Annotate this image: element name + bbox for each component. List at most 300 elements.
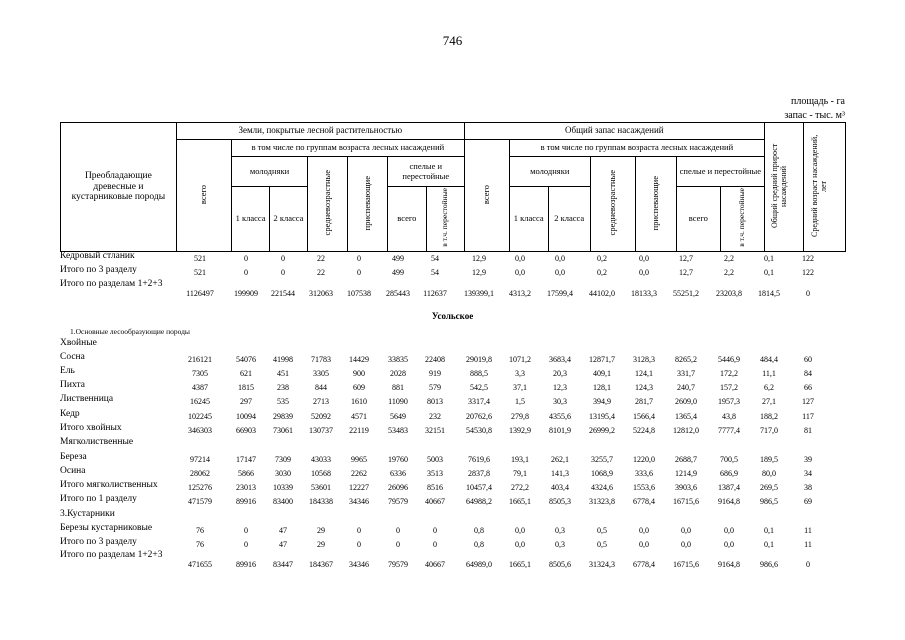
table-cell: 0 <box>357 254 361 263</box>
forest-class2-header: 2 класса <box>270 187 308 252</box>
row-label: Осина <box>60 466 86 476</box>
table-cell: 0,0 <box>639 540 649 549</box>
table-cell: 11 <box>804 526 812 535</box>
table-cell: 621 <box>240 369 252 378</box>
table-cell: 0,0 <box>515 540 525 549</box>
section-note: 1.Основные лесообразующие породы <box>70 327 190 336</box>
table-cell: 89916 <box>236 497 256 506</box>
table-cell: 22 <box>317 268 325 277</box>
table-cell: 3,3 <box>515 369 525 378</box>
table-cell: 189,5 <box>760 455 778 464</box>
table-cell: 0 <box>281 254 285 263</box>
table-cell: 0,2 <box>597 254 607 263</box>
forest-middle-header: средневозрастные <box>307 157 347 252</box>
table-cell: 16245 <box>190 397 210 406</box>
group-shrubs: 3.Кустарники <box>60 509 115 519</box>
table-cell: 3305 <box>313 369 329 378</box>
table-cell: 188,2 <box>760 412 778 421</box>
table-cell: 0 <box>244 526 248 535</box>
table-cell: 579 <box>429 383 441 392</box>
row-label: Итого по разделам 1+2+3 <box>60 279 163 289</box>
table-cell: 312063 <box>309 289 333 298</box>
table-cell: 0,0 <box>724 540 734 549</box>
table-cell: 64988,2 <box>466 497 492 506</box>
table-cell: 1815 <box>238 383 254 392</box>
table-cell: 31323,8 <box>589 497 615 506</box>
table-cell: 262,1 <box>551 455 569 464</box>
table-cell: 122 <box>802 268 814 277</box>
table-cell: 2,2 <box>724 254 734 263</box>
table-cell: 403,4 <box>551 483 569 492</box>
table-cell: 5649 <box>390 412 406 421</box>
table-cell: 1553,6 <box>633 483 655 492</box>
table-cell: 53483 <box>388 426 408 435</box>
stock-total-header: всего <box>464 140 509 252</box>
table-cell: 240,7 <box>677 383 695 392</box>
forest-class1-header: 1 класса <box>232 187 270 252</box>
species-header: Преобладающие древесные и кустарниковые породы <box>61 123 177 252</box>
table-row <box>60 480 846 493</box>
table-cell: 193,1 <box>511 455 529 464</box>
table-cell: 3255,7 <box>591 455 613 464</box>
table-cell: 1365,4 <box>675 412 697 421</box>
table-cell: 64989,0 <box>466 560 492 569</box>
row-label: Итого по 3 разделу <box>60 537 137 547</box>
table-row <box>60 394 846 407</box>
table-cell: 12,7 <box>679 254 693 263</box>
table-cell: 128,1 <box>593 383 611 392</box>
table-cell: 700,5 <box>720 455 738 464</box>
table-cell: 9164,8 <box>718 560 740 569</box>
row-label: Пихта <box>60 380 85 390</box>
table-cell: 0,0 <box>681 526 691 535</box>
forest-land-header: Земли, покрытые лесной растительностью <box>176 123 464 140</box>
total-stock-header: Общий запас насаждений <box>464 123 764 140</box>
table-cell: 1220,0 <box>633 455 655 464</box>
table-header <box>60 122 846 252</box>
forest-overmature-header: в т.ч. перестойные <box>426 187 464 252</box>
table-cell: 333,6 <box>635 469 653 478</box>
table-cell: 7619,6 <box>468 455 490 464</box>
table-cell: 16715,6 <box>673 560 699 569</box>
row-label: Итого по 3 разделу <box>60 265 137 275</box>
table-cell: 6,2 <box>764 383 774 392</box>
table-cell: 0,5 <box>597 540 607 549</box>
table-cell: 1387,4 <box>718 483 740 492</box>
table-cell: 2688,7 <box>675 455 697 464</box>
table-cell: 2028 <box>390 369 406 378</box>
table-cell: 0,0 <box>515 254 525 263</box>
table-cell: 844 <box>315 383 327 392</box>
table-row <box>60 494 846 507</box>
table-cell: 3903,6 <box>675 483 697 492</box>
stock-mature-header: спелые и перестойные <box>676 157 764 187</box>
table-row <box>60 251 846 264</box>
table-cell: 279,8 <box>511 412 529 421</box>
table-cell: 139399,1 <box>464 289 494 298</box>
stock-middle-header: средневозрастные <box>590 157 635 252</box>
table-cell: 23203,8 <box>716 289 742 298</box>
table-cell: 10457,4 <box>466 483 492 492</box>
stock-age-groups-header: в том числе по группам возраста лесных насаждений <box>509 140 764 157</box>
table-cell: 112637 <box>423 289 447 298</box>
table-cell: 0,5 <box>597 526 607 535</box>
table-cell: 127 <box>802 397 814 406</box>
table-cell: 32151 <box>425 426 445 435</box>
table-cell: 535 <box>277 397 289 406</box>
table-cell: 130737 <box>309 426 333 435</box>
forest-mature-total-header: всего <box>387 187 426 252</box>
table-cell: 60 <box>804 355 812 364</box>
row-label: Итого мягколиственных <box>60 480 158 490</box>
table-cell: 97214 <box>190 455 210 464</box>
table-cell: 4355,6 <box>549 412 571 421</box>
table-cell: 484,4 <box>760 355 778 364</box>
table-cell: 10094 <box>236 412 256 421</box>
table-cell: 238 <box>277 383 289 392</box>
table-cell: 7777,4 <box>718 426 740 435</box>
table-cell: 10339 <box>273 483 293 492</box>
table-cell: 2609,0 <box>675 397 697 406</box>
table-cell: 20762,6 <box>466 412 492 421</box>
table-cell: 281,7 <box>635 397 653 406</box>
table-cell: 5003 <box>427 455 443 464</box>
table-cell: 71783 <box>311 355 331 364</box>
stock-class2-header: 2 класса <box>548 187 590 252</box>
table-cell: 29019,8 <box>466 355 492 364</box>
table-cell: 1214,9 <box>675 469 697 478</box>
table-cell: 81 <box>804 426 812 435</box>
table-cell: 346303 <box>188 426 212 435</box>
table-cell: 20,3 <box>553 369 567 378</box>
table-cell: 1,5 <box>515 397 525 406</box>
table-cell: 269,5 <box>760 483 778 492</box>
table-cell: 17599,4 <box>547 289 573 298</box>
row-label: Лиственница <box>60 394 114 404</box>
table-cell: 69 <box>804 497 812 506</box>
page-number: 746 <box>442 33 463 48</box>
table-cell: 40667 <box>425 497 445 506</box>
table-cell: 10568 <box>311 469 331 478</box>
table-cell: 2,2 <box>724 268 734 277</box>
table-row <box>60 452 846 465</box>
table-cell: 1957,3 <box>718 397 740 406</box>
table-cell: 184338 <box>309 497 333 506</box>
table-cell: 16715,6 <box>673 497 699 506</box>
table-cell: 12227 <box>349 483 369 492</box>
table-cell: 141,3 <box>551 469 569 478</box>
table-cell: 919 <box>429 369 441 378</box>
table-cell: 409,1 <box>593 369 611 378</box>
table-cell: 39 <box>804 455 812 464</box>
table-cell: 6336 <box>390 469 406 478</box>
table-cell: 54076 <box>236 355 256 364</box>
table-cell: 0,0 <box>639 526 649 535</box>
table-cell: 37,1 <box>513 383 527 392</box>
table-cell: 76 <box>196 526 204 535</box>
table-cell: 107538 <box>347 289 371 298</box>
table-cell: 11,1 <box>762 369 776 378</box>
table-cell: 184367 <box>309 560 333 569</box>
table-cell: 22408 <box>425 355 445 364</box>
table-cell: 4571 <box>351 412 367 421</box>
table-row <box>60 523 846 536</box>
table-cell: 686,9 <box>720 469 738 478</box>
table-cell: 4324,6 <box>591 483 613 492</box>
table-cell: 0,0 <box>639 268 649 277</box>
table-row <box>60 380 846 393</box>
stock-class1-header: 1 класса <box>509 187 548 252</box>
table-cell: 12,7 <box>679 268 693 277</box>
table-cell: 54 <box>431 254 439 263</box>
table-cell: 609 <box>353 383 365 392</box>
table-cell: 394,9 <box>593 397 611 406</box>
table-cell: 38 <box>804 483 812 492</box>
table-cell: 2713 <box>313 397 329 406</box>
table-cell: 0,2 <box>597 268 607 277</box>
table-cell: 0,8 <box>474 540 484 549</box>
table-cell: 122 <box>802 254 814 263</box>
table-cell: 0 <box>806 289 810 298</box>
table-cell: 23013 <box>236 483 256 492</box>
table-cell: 1068,9 <box>591 469 613 478</box>
table-cell: 43,8 <box>722 412 736 421</box>
table-cell: 8101,9 <box>549 426 571 435</box>
table-cell: 28062 <box>190 469 210 478</box>
stock-premature-header: приспевающие <box>635 157 676 252</box>
avg-age-header: Средний возраст насаждений, лет <box>803 123 845 252</box>
table-cell: 521 <box>194 254 206 263</box>
table-cell: 79579 <box>388 497 408 506</box>
table-cell: 29 <box>317 540 325 549</box>
table-cell: 41998 <box>273 355 293 364</box>
table-cell: 12871,7 <box>589 355 615 364</box>
table-cell: 83400 <box>273 497 293 506</box>
row-label: Итого по 1 разделу <box>60 494 137 504</box>
table-cell: 451 <box>277 369 289 378</box>
forest-premature-header: приспевающие <box>347 157 387 252</box>
table-cell: 124,3 <box>635 383 653 392</box>
table-cell: 1814,5 <box>758 289 780 298</box>
table-cell: 888,5 <box>470 369 488 378</box>
table-cell: 66903 <box>236 426 256 435</box>
table-cell: 54530,8 <box>466 426 492 435</box>
row-label: Ель <box>60 366 75 376</box>
stock-mature-total-header: всего <box>676 187 720 252</box>
row-label: Сосна <box>60 352 85 362</box>
table-cell: 986,5 <box>760 497 778 506</box>
table-cell: 0,3 <box>555 540 565 549</box>
forest-young-header: молодняки <box>232 157 308 187</box>
table-row <box>60 466 846 479</box>
table-cell: 4313,2 <box>509 289 531 298</box>
table-cell: 0,0 <box>515 526 525 535</box>
stock-unit-label: запас - тыс. м³ <box>784 110 845 121</box>
table-cell: 0 <box>396 526 400 535</box>
table-cell: 0,0 <box>515 268 525 277</box>
table-cell: 8505,3 <box>549 497 571 506</box>
table-cell: 66 <box>804 383 812 392</box>
table-row <box>60 423 846 436</box>
table-cell: 499 <box>392 254 404 263</box>
table-cell: 8505,6 <box>549 560 571 569</box>
table-cell: 0 <box>244 540 248 549</box>
table-cell: 34346 <box>349 497 369 506</box>
table-cell: 232 <box>429 412 441 421</box>
table-cell: 43033 <box>311 455 331 464</box>
area-unit-label: площадь - га <box>791 96 845 107</box>
table-row <box>60 265 846 278</box>
table-cell: 8013 <box>427 397 443 406</box>
table-cell: 0 <box>433 526 437 535</box>
table-cell: 5224,8 <box>633 426 655 435</box>
table-cell: 3030 <box>275 469 291 478</box>
avg-growth-header: Общий средний прирост насаждений <box>764 123 803 252</box>
stock-young-header: молодняки <box>509 157 590 187</box>
table-cell: 0,8 <box>474 526 484 535</box>
table-cell: 0 <box>806 560 810 569</box>
table-cell: 5866 <box>238 469 254 478</box>
forest-age-groups-header: в том числе по группам возраста лесных насаждений <box>232 140 465 157</box>
table-cell: 881 <box>392 383 404 392</box>
table-cell: 6778,4 <box>633 497 655 506</box>
table-cell: 9164,8 <box>718 497 740 506</box>
table-cell: 172,2 <box>720 369 738 378</box>
table-cell: 73061 <box>273 426 293 435</box>
table-cell: 0 <box>244 254 248 263</box>
table-cell: 285443 <box>386 289 410 298</box>
table-cell: 55251,2 <box>673 289 699 298</box>
table-cell: 80,0 <box>762 469 776 478</box>
table-cell: 216121 <box>188 355 212 364</box>
table-row <box>60 537 846 550</box>
stock-overmature-header: в т.ч. перестойные <box>720 187 764 252</box>
forest-mature-header: спелые и перестойные <box>387 157 464 187</box>
row-label: Итого хвойных <box>60 423 122 433</box>
table-cell: 499 <box>392 268 404 277</box>
table-cell: 11 <box>804 540 812 549</box>
table-cell: 986,6 <box>760 560 778 569</box>
table-cell: 33835 <box>388 355 408 364</box>
table-cell: 0,1 <box>764 268 774 277</box>
table-cell: 3513 <box>427 469 443 478</box>
row-label: Кедр <box>60 409 80 419</box>
table-cell: 34346 <box>349 560 369 569</box>
table-cell: 1071,2 <box>509 355 531 364</box>
table-cell: 18133,3 <box>631 289 657 298</box>
table-cell: 199909 <box>234 289 258 298</box>
table-cell: 27,1 <box>762 397 776 406</box>
table-cell: 83447 <box>273 560 293 569</box>
table-cell: 79579 <box>388 560 408 569</box>
table-row <box>60 409 846 422</box>
table-cell: 717,0 <box>760 426 778 435</box>
table-cell: 0 <box>357 526 361 535</box>
table-cell: 117 <box>802 412 814 421</box>
table-cell: 31324,3 <box>589 560 615 569</box>
table-cell: 9965 <box>351 455 367 464</box>
table-cell: 22119 <box>349 426 369 435</box>
table-row <box>60 550 846 569</box>
row-label: Итого по разделам 1+2+3 <box>60 550 163 560</box>
table-cell: 12,9 <box>472 268 486 277</box>
table-cell: 157,2 <box>720 383 738 392</box>
group-soft: Мягколиственные <box>60 437 134 447</box>
table-cell: 900 <box>353 369 365 378</box>
table-cell: 0,1 <box>764 526 774 535</box>
table-cell: 30,3 <box>553 397 567 406</box>
table-cell: 7309 <box>275 455 291 464</box>
table-cell: 17147 <box>236 455 256 464</box>
table-cell: 1126497 <box>186 289 214 298</box>
table-cell: 5446,9 <box>718 355 740 364</box>
table-cell: 521 <box>194 268 206 277</box>
table-cell: 12812,0 <box>673 426 699 435</box>
table-cell: 1610 <box>351 397 367 406</box>
table-cell: 0 <box>357 540 361 549</box>
table-cell: 125276 <box>188 483 212 492</box>
table-cell: 13195,4 <box>589 412 615 421</box>
table-cell: 26096 <box>388 483 408 492</box>
table-cell: 0,1 <box>764 254 774 263</box>
table-cell: 1392,9 <box>509 426 531 435</box>
table-cell: 221544 <box>271 289 295 298</box>
table-cell: 272,2 <box>511 483 529 492</box>
table-cell: 40667 <box>425 560 445 569</box>
table-cell: 1665,1 <box>509 560 531 569</box>
row-label: Березы кустарниковые <box>60 523 153 533</box>
section-title: Усольское <box>431 311 474 321</box>
table-cell: 3683,4 <box>549 355 571 364</box>
table-cell: 0,0 <box>681 540 691 549</box>
table-cell: 0 <box>281 268 285 277</box>
group-conifer: Хвойные <box>60 338 97 348</box>
table-cell: 84 <box>804 369 812 378</box>
table-cell: 44102,0 <box>589 289 615 298</box>
table-cell: 47 <box>279 540 287 549</box>
table-cell: 0,0 <box>639 254 649 263</box>
table-cell: 29839 <box>273 412 293 421</box>
table-cell: 0 <box>433 540 437 549</box>
table-cell: 3128,3 <box>633 355 655 364</box>
row-label: Кедровый стланик <box>60 251 135 261</box>
table-cell: 6778,4 <box>633 560 655 569</box>
table-cell: 19760 <box>388 455 408 464</box>
table-cell: 4387 <box>192 383 208 392</box>
table-cell: 0,0 <box>555 254 565 263</box>
table-cell: 0,1 <box>764 540 774 549</box>
table-cell: 52092 <box>311 412 331 421</box>
table-cell: 26999,2 <box>589 426 615 435</box>
table-cell: 22 <box>317 254 325 263</box>
table-cell: 0,0 <box>724 526 734 535</box>
table-cell: 0 <box>396 540 400 549</box>
table-cell: 0 <box>244 268 248 277</box>
table-cell: 47 <box>279 526 287 535</box>
table-cell: 34 <box>804 469 812 478</box>
table-cell: 8516 <box>427 483 443 492</box>
table-cell: 102245 <box>188 412 212 421</box>
table-cell: 7305 <box>192 369 208 378</box>
table-row <box>60 366 846 379</box>
table-cell: 3317,4 <box>468 397 490 406</box>
table-cell: 14429 <box>349 355 369 364</box>
table-cell: 331,7 <box>677 369 695 378</box>
table-cell: 471579 <box>188 497 212 506</box>
table-cell: 89916 <box>236 560 256 569</box>
table-cell: 0 <box>357 268 361 277</box>
table-cell: 124,1 <box>635 369 653 378</box>
